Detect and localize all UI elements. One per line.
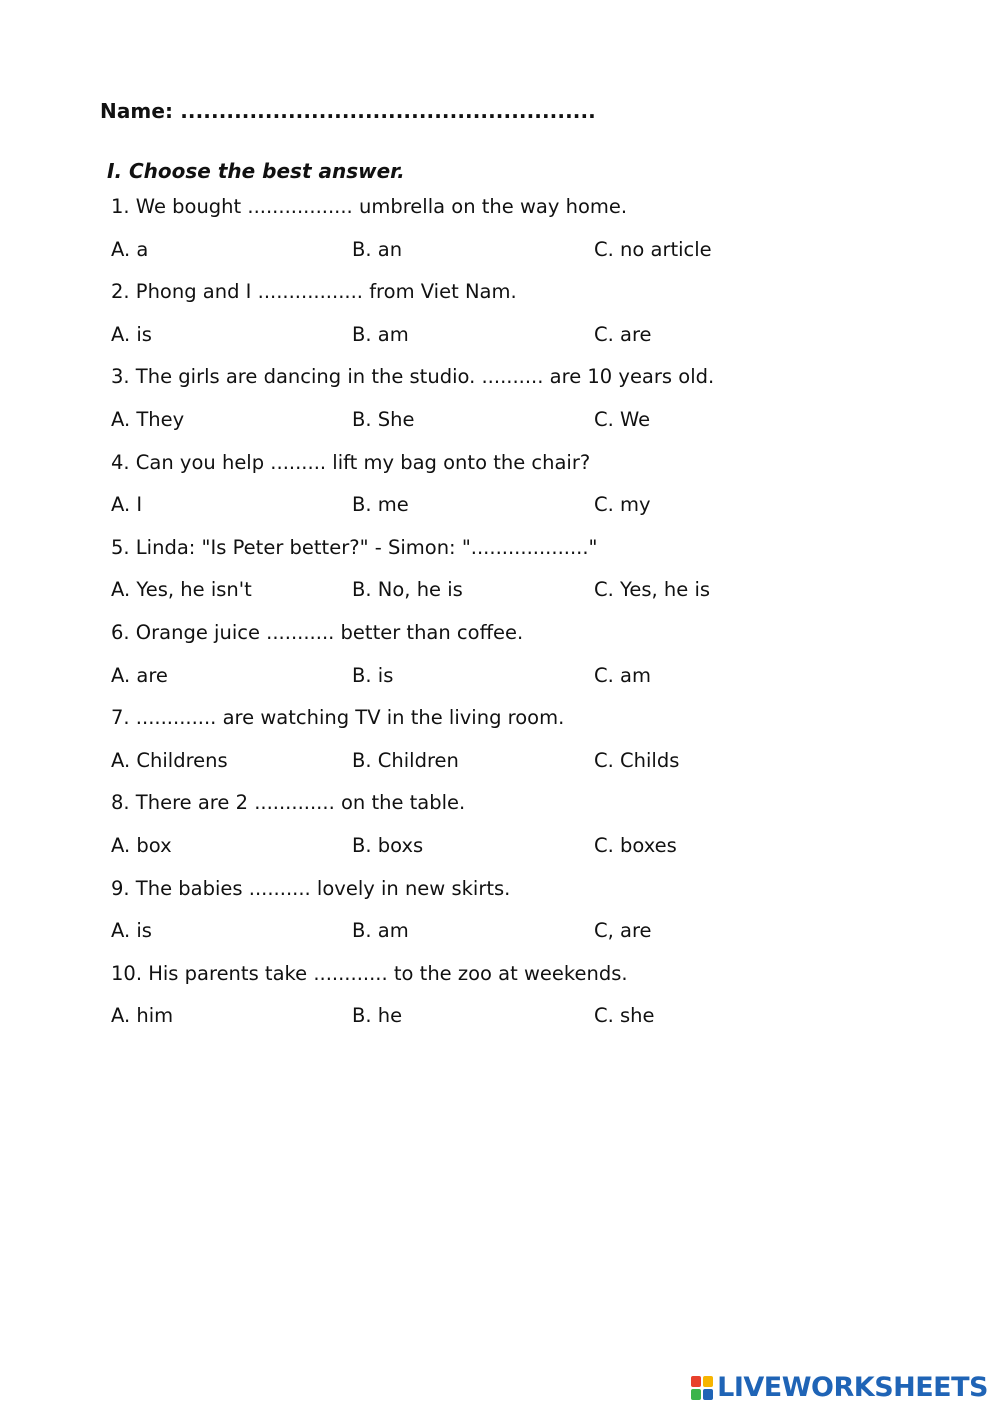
question-4	[111, 446, 911, 531]
option-b[interactable]: B. She	[352, 407, 415, 431]
option-b[interactable]: B. No, he is	[352, 578, 463, 602]
answer-options	[111, 318, 911, 361]
question-3	[111, 360, 911, 445]
option-c[interactable]: C, are	[594, 919, 652, 943]
question-text: 5. Linda: "Is Peter better?" - Simon: "..................."	[111, 535, 598, 559]
option-a[interactable]: A. is	[111, 919, 152, 943]
question-9	[111, 872, 911, 957]
option-c[interactable]: C. We	[594, 407, 651, 431]
question-text: 1. We bought ................. umbrella on the way home.	[111, 195, 628, 218]
option-b[interactable]: B. am	[352, 919, 409, 943]
section-title: I. Choose the best answer.	[107, 159, 405, 183]
option-b[interactable]: B. Children	[352, 748, 459, 772]
option-a[interactable]: A. box	[111, 833, 172, 857]
brand-wordmark: LIVEWORKSHEETS	[717, 1372, 988, 1403]
option-a[interactable]: A. him	[111, 1004, 174, 1028]
answer-options	[111, 233, 911, 276]
option-b[interactable]: B. an	[352, 237, 403, 261]
option-a[interactable]: A. is	[111, 322, 152, 346]
answer-options	[111, 403, 911, 446]
option-b[interactable]: B. am	[352, 322, 409, 346]
option-a[interactable]: A. Yes, he isn't	[111, 578, 252, 602]
question-5	[111, 531, 911, 616]
student-name-field: Name: ......................................................	[100, 99, 596, 123]
question-7	[111, 701, 911, 786]
option-a[interactable]: A. I	[111, 493, 143, 517]
option-c[interactable]: C. my	[594, 493, 651, 517]
answer-options	[111, 659, 911, 702]
option-a[interactable]: A. Childrens	[111, 748, 228, 772]
logo-square-4	[703, 1389, 713, 1400]
option-c[interactable]: C. Childs	[594, 748, 680, 772]
question-1	[111, 190, 911, 275]
answer-options	[111, 914, 911, 957]
option-a[interactable]: A. are	[111, 663, 168, 687]
question-2	[111, 275, 911, 360]
answer-options	[111, 829, 911, 872]
question-text: 4. Can you help ......... lift my bag onto the chair?	[111, 450, 591, 474]
answer-options	[111, 573, 911, 616]
question-text: 3. The girls are dancing in the studio. .......... are 10 years old.	[111, 365, 715, 389]
option-a[interactable]: A. They	[111, 407, 185, 431]
logo-square-1	[691, 1376, 701, 1387]
question-6	[111, 616, 911, 701]
option-c[interactable]: C. am	[594, 663, 651, 687]
answer-options	[111, 999, 911, 1042]
option-c[interactable]: C. she	[594, 1004, 655, 1028]
liveworksheets-logo-icon	[691, 1376, 713, 1400]
question-text: 8. There are 2 ............. on the table.	[111, 791, 466, 815]
option-a[interactable]: A. a	[111, 237, 149, 261]
option-c[interactable]: C. are	[594, 322, 652, 346]
option-c[interactable]: C. boxes	[594, 833, 677, 857]
logo-square-3	[691, 1389, 701, 1400]
logo-square-2	[703, 1376, 713, 1387]
question-text: 6. Orange juice ........... better than coffee.	[111, 620, 524, 644]
answer-options	[111, 488, 911, 531]
option-b[interactable]: B. me	[352, 493, 409, 517]
liveworksheets-brand	[691, 1372, 988, 1403]
question-8	[111, 786, 911, 871]
option-b[interactable]: B. is	[352, 663, 394, 687]
questions-list	[111, 190, 911, 1042]
answer-options	[111, 744, 911, 787]
option-b[interactable]: B. he	[352, 1004, 403, 1028]
question-text: 2. Phong and I ................. from Viet Nam.	[111, 280, 517, 304]
option-c[interactable]: C. Yes, he is	[594, 578, 711, 602]
option-b[interactable]: B. boxs	[352, 833, 424, 857]
question-text: 9. The babies .......... lovely in new skirts.	[111, 876, 511, 900]
question-10	[111, 957, 911, 1042]
question-text: 7. ............. are watching TV in the living room.	[111, 706, 565, 730]
option-c[interactable]: C. no article	[594, 237, 712, 261]
question-text: 10. His parents take ............ to the zoo at weekends.	[111, 961, 628, 985]
